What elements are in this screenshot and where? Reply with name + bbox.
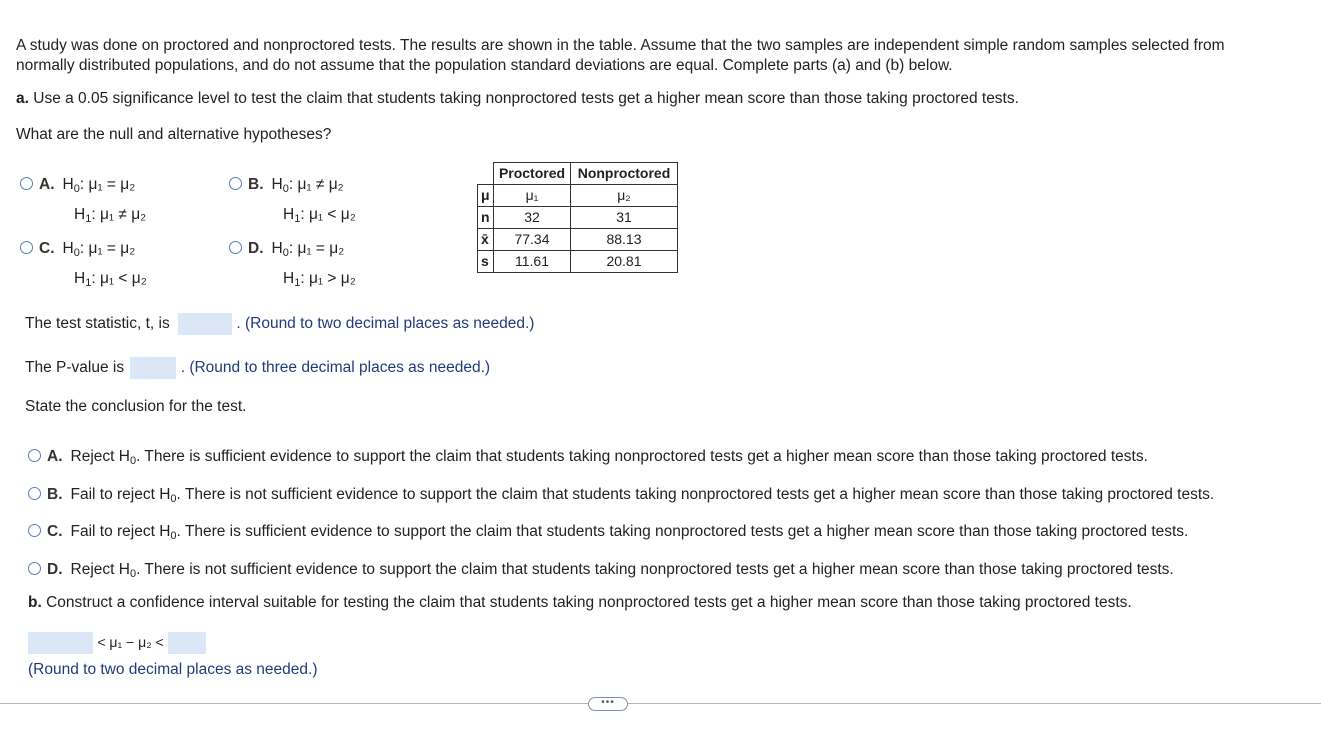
conclusion-option-b[interactable]: B. Fail to reject $H_0$. There is not sufficient evidence to support the claim that students taking nonproctored tests get a higher mean score than those taking proctored tests. xyxy=(28,484,1214,510)
hypothesis-option-b[interactable]: B. $H_0$: μ₁ ≠ μ₂ $H_1$: μ₁ < μ₂ xyxy=(229,172,356,232)
p-value-line: The P-value is . (Round to three decimal places as needed.) xyxy=(25,356,490,380)
problem-intro xyxy=(16,36,1306,76)
more-options-button[interactable]: ••• xyxy=(588,697,628,711)
radio-circle-icon[interactable] xyxy=(229,177,242,190)
table-row: s 11.61 20.81 xyxy=(478,251,678,273)
conclusion-option-a[interactable]: A. Reject $H_0$. There is sufficient evidence to support the claim that students taking nonproctored tests get a higher mean score than those taking proctored tests. xyxy=(28,446,1148,472)
table-header-proctored: Proctored xyxy=(494,163,571,185)
table-row: n 32 31 xyxy=(478,207,678,229)
table-header-row xyxy=(478,163,678,185)
radio-circle-icon[interactable] xyxy=(229,241,242,254)
hypothesis-option-d[interactable]: D. $H_0$: μ₁ = μ₂ $H_1$: μ₁ > μ₂ xyxy=(229,236,356,296)
table-row: x̄ 77.34 88.13 xyxy=(478,229,678,251)
intro-line-2: normally distributed populations, and do not assume that the population standard deviations are equal. Complete parts (a) and (b) below. xyxy=(16,57,953,74)
conclusion-option-c[interactable]: C. Fail to reject $H_0$. There is sufficient evidence to support the claim that students taking nonproctored tests get a higher mean score than those taking proctored tests. xyxy=(28,521,1188,547)
part-a-text: Use a 0.05 significance level to test the claim that students taking nonproctored tests get a higher mean score than those taking proctored tests. xyxy=(33,90,1019,107)
table-row: μ μ₁ μ₂ xyxy=(478,185,678,207)
table-header-nonproctored: Nonproctored xyxy=(571,163,678,185)
intro-line-1: A study was done on proctored and nonproctored tests. The results are shown in the table. Assume that the two samples are independent simple random samples selected from xyxy=(16,37,1225,54)
confidence-interval-line: < μ₁ − μ₂ < xyxy=(28,630,206,655)
conclusion-option-d[interactable]: D. Reject $H_0$. There is not sufficient evidence to support the claim that students taking nonproctored tests get a higher mean score than those taking proctored tests. xyxy=(28,559,1174,585)
radio-circle-icon[interactable] xyxy=(20,177,33,190)
radio-circle-icon[interactable] xyxy=(28,524,41,537)
part-b-label: b. xyxy=(28,594,42,611)
part-b-prompt xyxy=(28,594,1132,612)
radio-circle-icon[interactable] xyxy=(20,241,33,254)
ci-upper-input[interactable] xyxy=(168,632,206,654)
conclusion-prompt: State the conclusion for the test. xyxy=(25,398,247,415)
radio-circle-icon[interactable] xyxy=(28,562,41,575)
ci-lower-input[interactable] xyxy=(28,632,93,654)
ci-round-hint: (Round to two decimal places as needed.) xyxy=(28,661,318,678)
radio-circle-icon[interactable] xyxy=(28,449,41,462)
hypothesis-option-a[interactable]: A. $H_0$: μ₁ = μ₂ $H_1$: μ₁ ≠ μ₂ xyxy=(20,172,146,232)
p-value-input[interactable] xyxy=(130,357,176,379)
data-table xyxy=(477,162,678,273)
radio-circle-icon[interactable] xyxy=(28,487,41,500)
part-a-prompt xyxy=(16,90,1019,108)
footer-divider xyxy=(0,703,1321,704)
test-statistic-line: The test statistic, t, is . (Round to two decimal places as needed.) xyxy=(25,312,534,336)
test-statistic-input[interactable] xyxy=(178,313,232,335)
part-b-text: Construct a confidence interval suitable for testing the claim that students taking nonproctored tests get a higher mean score than those taking proctored tests. xyxy=(46,594,1132,611)
hypotheses-question: What are the null and alternative hypotheses? xyxy=(16,126,332,143)
hypothesis-option-c[interactable]: C. $H_0$: μ₁ = μ₂ $H_1$: μ₁ < μ₂ xyxy=(20,236,147,296)
part-a-label: a. xyxy=(16,90,29,107)
